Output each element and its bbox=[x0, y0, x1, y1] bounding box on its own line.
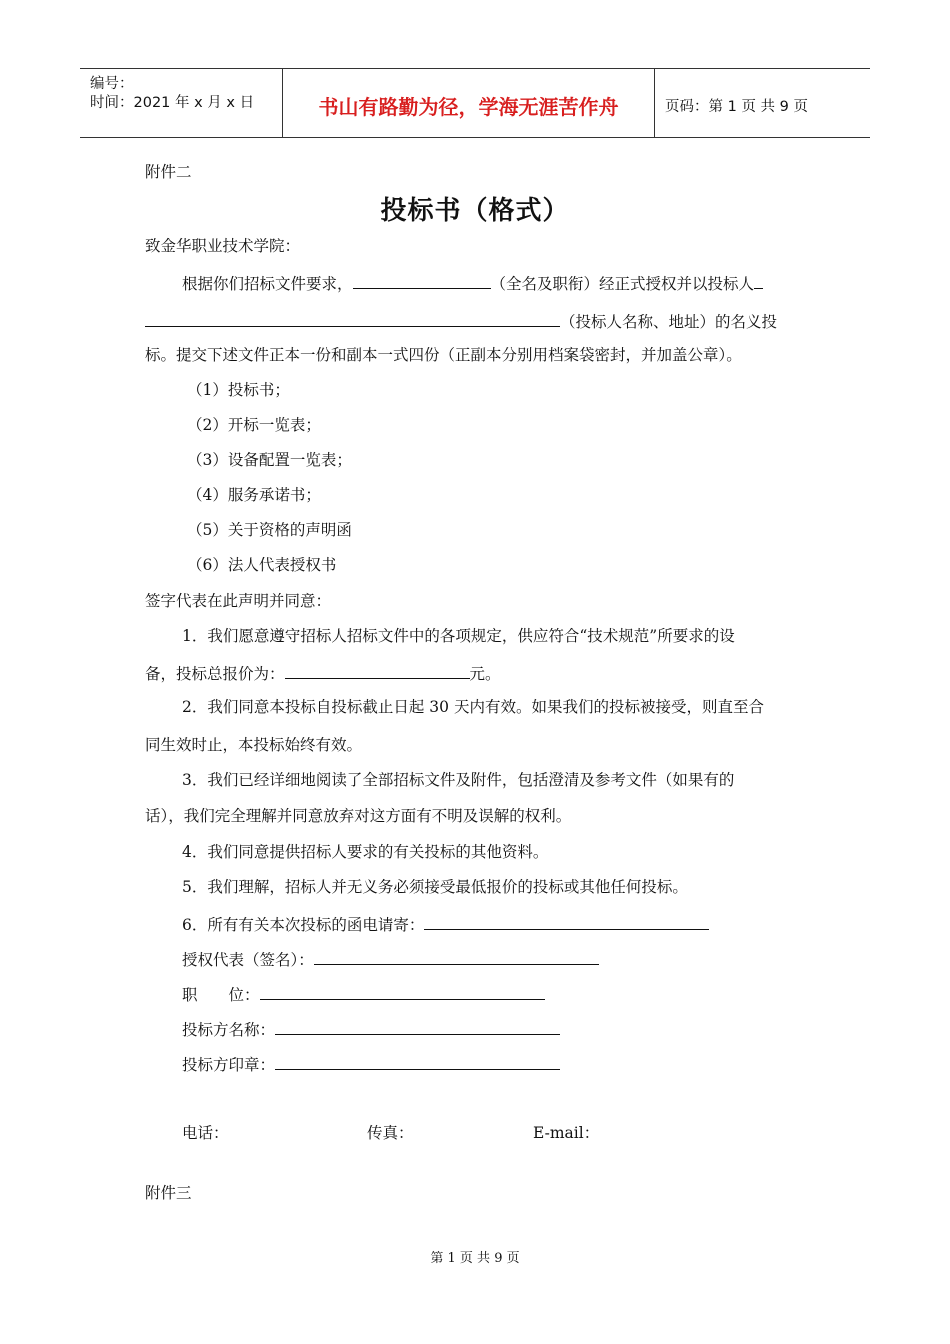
intro-line-1 bbox=[182, 271, 763, 294]
next-attachment-label: 附件三 bbox=[145, 1184, 192, 1202]
header-meta-cell bbox=[80, 69, 283, 137]
name-title-blank[interactable] bbox=[353, 271, 491, 289]
intro-text-2: （全名及职衔）经正式授权并以投标人 bbox=[490, 275, 755, 293]
sign-company-label: 投标方名称： bbox=[182, 1021, 276, 1039]
intro-line-2 bbox=[145, 309, 777, 332]
header-page-cell bbox=[655, 69, 870, 137]
sign-representative-blank[interactable] bbox=[314, 947, 599, 965]
declaration-intro: 签字代表在此声明并同意： bbox=[145, 592, 332, 610]
list-item: （3）设备配置一览表； bbox=[187, 451, 352, 469]
contact-email-label: E-mail： bbox=[533, 1124, 600, 1142]
list-item: （6）法人代表授权书 bbox=[187, 556, 337, 574]
contact-phone-label: 电话： bbox=[182, 1124, 229, 1142]
list-item: （5）关于资格的声明函 bbox=[187, 521, 352, 539]
sign-position-row bbox=[182, 982, 545, 1005]
sign-representative-label: 授权代表（签名）： bbox=[182, 951, 314, 969]
sign-representative-row bbox=[182, 947, 599, 970]
document-time-label: 时间：2021 年 x 月 x 日 bbox=[90, 95, 255, 111]
page-footer: 第 1 页 共 9 页 bbox=[430, 1251, 520, 1266]
correspondence-label: 6．所有有关本次投标的函电请寄： bbox=[182, 916, 425, 934]
header-motto: 书山有路勤为径，学海无涯苦作舟 bbox=[318, 95, 619, 119]
page-header bbox=[80, 68, 870, 138]
sign-seal-label: 投标方印章： bbox=[182, 1056, 276, 1074]
sign-seal-row bbox=[182, 1052, 560, 1075]
list-item: （4）服务承诺书； bbox=[187, 486, 321, 504]
header-motto-cell bbox=[283, 69, 655, 137]
total-price-blank[interactable] bbox=[285, 661, 470, 679]
sign-seal-blank[interactable] bbox=[275, 1052, 560, 1070]
total-price-label: 备，投标总报价为： bbox=[145, 665, 285, 683]
currency-unit: 元。 bbox=[469, 665, 501, 683]
document-number-label: 编号： bbox=[90, 76, 134, 92]
clause-2-line-1: 2．我们同意本投标自投标截止日起 30 天内有效。如果我们的投标被接受，则直至合 bbox=[182, 698, 764, 716]
correspondence-address-blank[interactable] bbox=[424, 912, 709, 930]
sign-company-row bbox=[182, 1017, 560, 1040]
clause-3-line-2: 话），我们完全理解并同意放弃对这方面有不明及误解的权利。 bbox=[145, 807, 572, 825]
intro-line2-tail: （投标人名称、地址）的名义投 bbox=[560, 313, 778, 331]
intro-line-3: 标。提交下述文件正本一份和副本一式四份（正副本分别用档案袋密封，并加盖公章）。 bbox=[145, 346, 742, 364]
addressee: 致金华职业技术学院： bbox=[145, 237, 301, 255]
list-item: （2）开标一览表； bbox=[187, 416, 321, 434]
sign-position-blank[interactable] bbox=[260, 982, 545, 1000]
list-item: （1）投标书； bbox=[187, 381, 290, 399]
clause-2-line-2: 同生效时止，本投标始终有效。 bbox=[145, 736, 363, 754]
clause-5: 5．我们理解，招标人并无义务必须接受最低报价的投标或其他任何投标。 bbox=[182, 878, 688, 896]
document-title: 投标书（格式） bbox=[380, 196, 570, 226]
sign-company-blank[interactable] bbox=[275, 1017, 560, 1035]
clause-3-line-1: 3．我们已经详细地阅读了全部招标文件及附件，包括澄清及参考文件（如果有的 bbox=[182, 771, 735, 789]
contact-fax-label: 传真： bbox=[367, 1124, 414, 1142]
attachment-label: 附件二 bbox=[145, 163, 192, 181]
intro-text-1: 根据你们招标文件要求， bbox=[182, 275, 353, 293]
sign-position-label: 职 位： bbox=[182, 986, 260, 1004]
bidder-name-address-blank[interactable] bbox=[145, 309, 560, 327]
clause-6 bbox=[182, 912, 709, 935]
clause-4: 4．我们同意提供招标人要求的有关投标的其他资料。 bbox=[182, 843, 549, 861]
header-page-info: 页码：第 1 页 共 9 页 bbox=[665, 99, 808, 115]
clause-1-line-2 bbox=[145, 661, 501, 684]
bidder-blank-start[interactable] bbox=[754, 271, 763, 289]
clause-1-line-1: 1．我们愿意遵守招标人招标文件中的各项规定，供应符合“技术规范”所要求的设 bbox=[182, 627, 735, 645]
